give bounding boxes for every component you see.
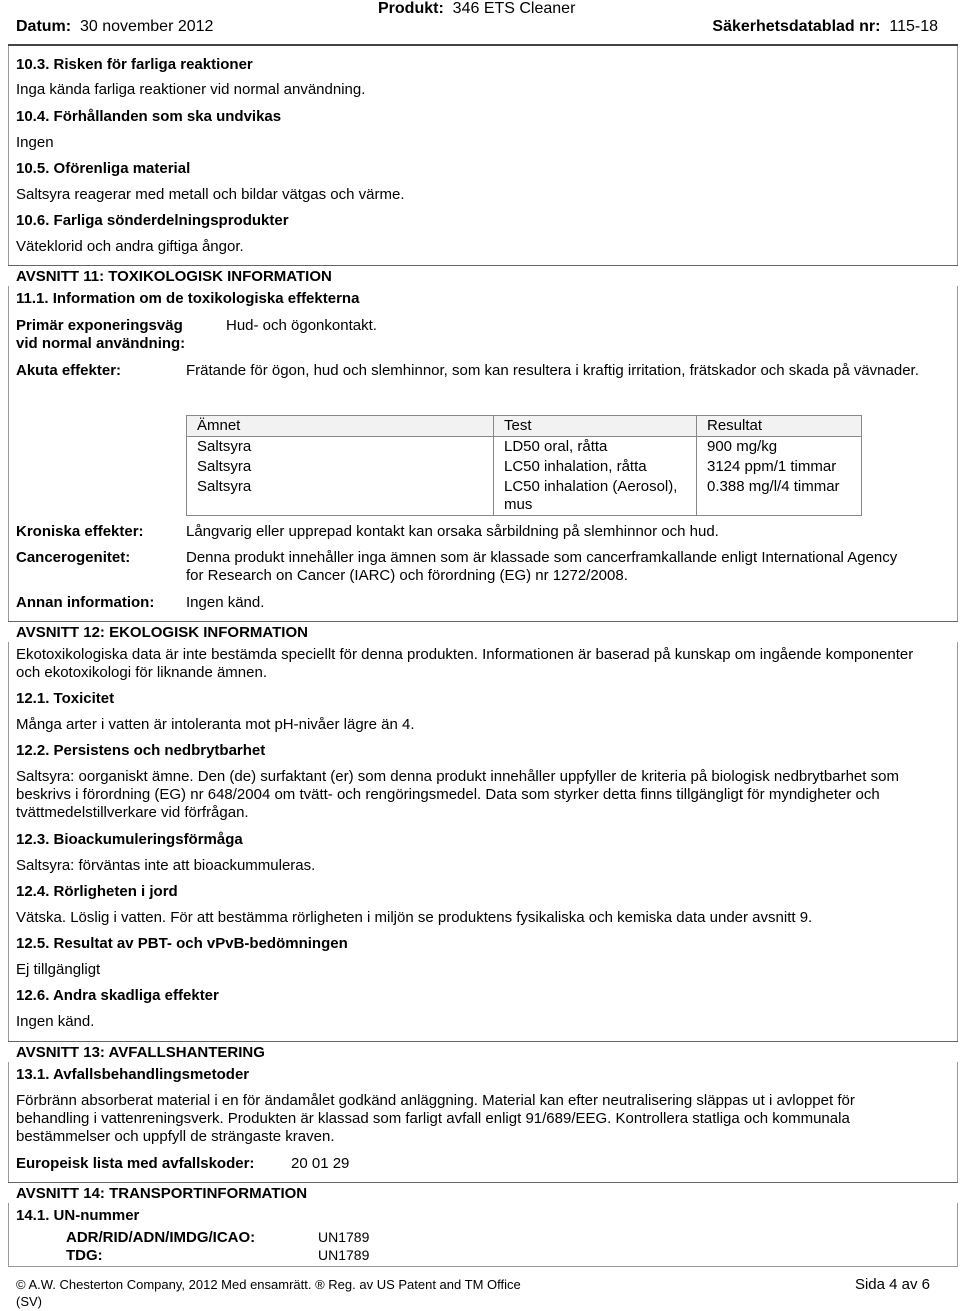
waste-code-label: Europeisk lista med avfallskoder:	[16, 1155, 255, 1172]
text-12-4: Vätska. Löslig i vatten. För att bestämma rörligheten i miljön se produktens fysikaliska och kemiska data under avsnitt 9.	[16, 909, 813, 926]
heading-10-5: 10.5. Oförenliga material	[16, 160, 191, 177]
heading-14-1: 14.1. UN-nummer	[16, 1207, 140, 1224]
adr-value: UN1789	[318, 1229, 370, 1245]
table-header-cell: Resultat	[697, 416, 862, 437]
heading-11-1: 11.1. Information om de toxikologiska effekterna	[16, 290, 360, 307]
heading-10-6: 10.6. Farliga sönderdelningsprodukter	[16, 212, 289, 229]
text-10-4: Ingen	[16, 134, 54, 151]
carcinogenicity-value: Denna produkt innehåller inga ämnen som är klassade som cancerframkallande enligt International Agency for Research on Cancer (IARC) och förordning (EG) nr 1272/2008.	[186, 549, 898, 584]
page-number: Sida 4 av 6	[854, 1276, 930, 1293]
heading-12-5: 12.5. Resultat av PBT- och vPvB-bedömningen	[16, 935, 348, 952]
section-14-header: AVSNITT 14: TRANSPORTINFORMATION	[8, 1182, 958, 1203]
heading-10-4: 10.4. Förhållanden som ska undvikas	[16, 108, 282, 125]
language-code: (SV)	[16, 1294, 42, 1309]
table-row	[187, 477, 862, 516]
table-cell: Saltsyra	[187, 457, 494, 477]
bottom-border	[8, 1266, 958, 1267]
heading-12-2: 12.2. Persistens och nedbrytbarhet	[16, 742, 266, 759]
other-info-label: Annan information:	[16, 594, 155, 611]
left-border	[8, 44, 9, 1266]
chronic-label: Kroniska effekter:	[16, 523, 144, 540]
table-cell: 900 mg/kg	[697, 437, 862, 458]
other-info-value: Ingen känd.	[186, 594, 265, 611]
chronic-value: Långvarig eller upprepad kontakt kan orsaka sårbildning på slemhinnor och hud.	[186, 523, 719, 540]
text-10-5: Saltsyra reagerar med metall och bildar vätgas och värme.	[16, 186, 405, 203]
eco-intro: Ekotoxikologiska data är inte bestämda speciellt för denna produkten. Informationen är baserad på kunskap om ingående komponenter och ekotoxikologi för liknande ämnen.	[16, 646, 914, 681]
heading-10-3: 10.3. Risken för farliga reaktioner	[16, 56, 253, 73]
top-border	[8, 44, 958, 46]
waste-code-value: 20 01 29	[291, 1155, 350, 1172]
tdg-value: UN1789	[318, 1247, 370, 1263]
table-cell: Saltsyra	[187, 477, 494, 516]
heading-12-6: 12.6. Andra skadliga effekter	[16, 987, 219, 1004]
section-12-header: AVSNITT 12: EKOLOGISK INFORMATION	[8, 621, 958, 642]
adr-label: ADR/RID/ADN/IMDG/ICAO:	[66, 1229, 256, 1246]
table-header-cell: Test	[494, 416, 697, 437]
route-label-1: Primär exponeringsväg	[16, 317, 183, 334]
sds-number: Säkerhetsdatablad nr: 115-18	[712, 18, 938, 35]
text-12-6: Ingen känd.	[16, 1013, 95, 1030]
heading-12-1: 12.1. Toxicitet	[16, 690, 115, 707]
acute-label: Akuta effekter:	[16, 362, 122, 379]
text-12-2: Saltsyra: oorganiskt ämne. Den (de) surfaktant (er) som denna produkt innehåller uppfyller de kriteria på biologisk nedbrytbarhet som beskrivs i förordning (EG) nr 648/2004 om tvätt- och rengöringsmedel. Data som styrker detta finns tillgängligt för myndigheter och tvättmedelstillverkare vid förfrågan.	[16, 768, 899, 821]
copyright: © A.W. Chesterton Company, 2012 Med ensamrätt. ® Reg. av US Patent and TM Office	[16, 1277, 521, 1292]
product: Produkt: 346 ETS Cleaner	[378, 0, 576, 17]
tdg-label: TDG:	[66, 1247, 103, 1264]
heading-13-1: 13.1. Avfallsbehandlingsmetoder	[16, 1066, 250, 1083]
table-cell: 0.388 mg/l/4 timmar	[697, 477, 862, 516]
text-12-5: Ej tillgängligt	[16, 961, 101, 978]
route-label-2: vid normal användning:	[16, 335, 186, 352]
text-12-1: Många arter i vatten är intoleranta mot pH-nivåer lägre än 4.	[16, 716, 415, 733]
toxicity-table	[186, 415, 862, 516]
table-cell: LC50 inhalation (Aerosol), mus	[494, 477, 697, 516]
table-cell: LD50 oral, råtta	[494, 437, 697, 458]
heading-12-3: 12.3. Bioackumuleringsförmåga	[16, 831, 243, 848]
table-row	[187, 437, 862, 458]
table-header-cell: Ämnet	[187, 416, 494, 437]
carcinogenicity-label: Cancerogenitet:	[16, 549, 131, 566]
acute-value: Frätande för ögon, hud och slemhinnor, som kan resultera i kraftig irritation, frätskador och skada på vävnader.	[186, 362, 919, 379]
section-11-header: AVSNITT 11: TOXIKOLOGISK INFORMATION	[8, 265, 958, 286]
page-header	[0, 0, 960, 40]
table-header-row	[187, 416, 862, 437]
heading-12-4: 12.4. Rörligheten i jord	[16, 883, 178, 900]
text-12-3: Saltsyra: förväntas inte att bioackummuleras.	[16, 857, 316, 874]
text-10-6: Väteklorid och andra giftiga ångor.	[16, 238, 244, 255]
table-cell: LC50 inhalation, råtta	[494, 457, 697, 477]
date: Datum: 30 november 2012	[16, 18, 214, 35]
text-13-1: Förbränn absorberat material i en för ändamålet godkänd anläggning. Material kan efter neutralisering släppas ut i avloppet för behandling i vattenreningsverk. Produkten är klassad som farligt avfall enligt 91/689/EEG. Kontrollera statliga och kommunala bestämmelser och uppfyll de strängaste kraven.	[16, 1092, 855, 1145]
table-row	[187, 457, 862, 477]
route-value: Hud- och ögonkontakt.	[226, 317, 377, 334]
table-cell: Saltsyra	[187, 437, 494, 458]
text-10-3: Inga kända farliga reaktioner vid normal användning.	[16, 81, 366, 98]
right-border	[957, 44, 958, 1266]
section-13-header: AVSNITT 13: AVFALLSHANTERING	[8, 1041, 958, 1062]
table-cell: 3124 ppm/1 timmar	[697, 457, 862, 477]
